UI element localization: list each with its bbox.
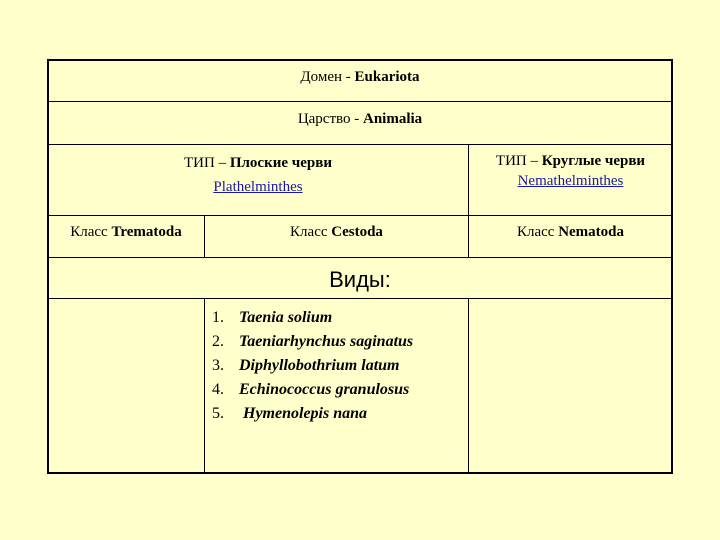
species-list	[212, 306, 413, 426]
class-name: Cestoda	[331, 224, 383, 240]
class-prefix: Класс	[290, 224, 332, 240]
species-name: Taenia solium	[239, 309, 333, 326]
list-item	[212, 306, 413, 330]
column-divider	[468, 299, 469, 473]
class-prefix: Класс	[516, 224, 559, 240]
class-name: Trematoda	[111, 224, 182, 240]
row-divider	[48, 298, 672, 299]
kingdom-name: Animalia	[363, 111, 423, 127]
species-name: Taeniarhynchus saginatus	[239, 333, 414, 350]
phylum-prefix: ТИП –	[495, 153, 542, 169]
item-number: 2.	[212, 333, 224, 350]
item-number: 3.	[212, 357, 224, 374]
phylum-latin-link[interactable]: Nemathelminthes	[517, 173, 624, 189]
phylum-latin-link[interactable]: Plathelminthes	[213, 179, 303, 195]
row-divider	[48, 257, 672, 258]
class-nematoda-cell	[469, 223, 672, 241]
column-divider	[204, 299, 205, 473]
list-item	[212, 330, 413, 354]
class-trematoda-cell	[48, 223, 204, 241]
row-divider	[48, 101, 672, 102]
phylum-roundworms-cell	[469, 151, 672, 191]
phylum-prefix: ТИП –	[184, 155, 230, 171]
domain-name: Eukariota	[354, 69, 420, 85]
phylum-name-ru: Круглые черви	[541, 153, 646, 169]
item-number: 5.	[212, 405, 224, 422]
list-item	[212, 402, 413, 426]
item-number: 1.	[212, 309, 224, 326]
domain-prefix: Домен -	[300, 69, 355, 85]
class-prefix: Класс	[70, 224, 112, 240]
species-name: Diphyllobothrium latum	[239, 357, 400, 374]
row-divider	[48, 144, 672, 145]
domain-cell	[48, 68, 672, 86]
species-name: Hymenolepis nana	[239, 405, 368, 422]
item-number: 4.	[212, 381, 224, 398]
phylum-name-ru: Плоские черви	[229, 155, 332, 171]
list-item	[212, 354, 413, 378]
class-cestoda-cell	[205, 223, 468, 241]
kingdom-prefix: Царство -	[297, 111, 363, 127]
kingdom-cell	[48, 110, 672, 128]
class-name: Nematoda	[558, 224, 625, 240]
list-item	[212, 378, 413, 402]
row-divider	[48, 215, 672, 216]
phylum-flatworms-cell	[48, 151, 468, 199]
species-name: Echinococcus granulosus	[239, 381, 410, 398]
species-header: Виды:	[329, 267, 391, 292]
